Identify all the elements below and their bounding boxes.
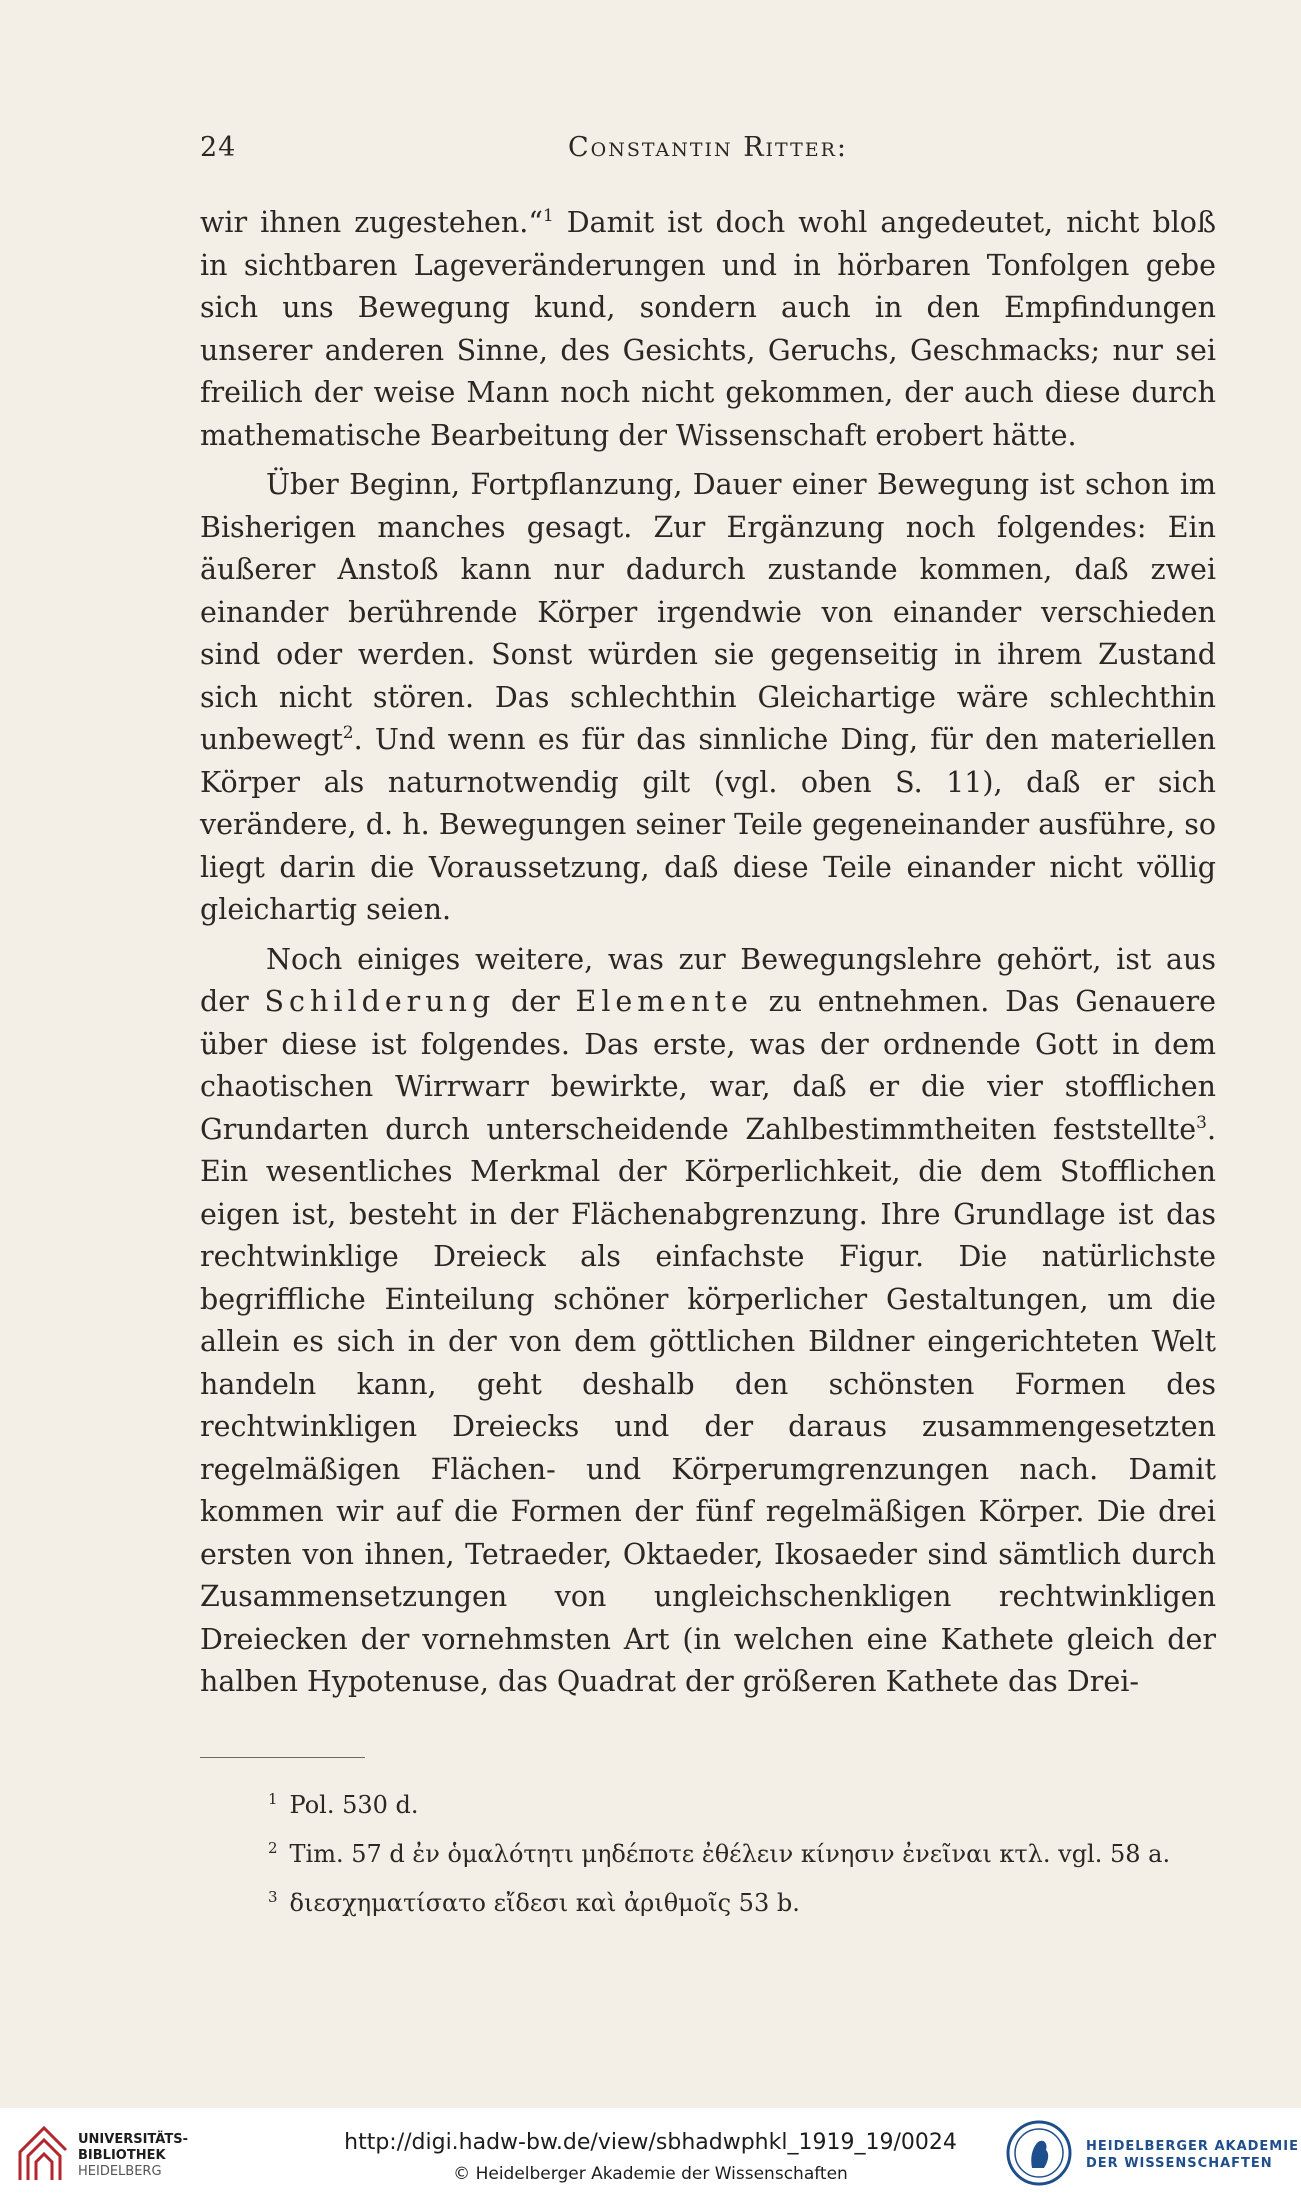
footnote-text: Pol. 530 d. xyxy=(289,1791,419,1819)
page-number: 24 xyxy=(200,132,237,163)
hadw-name xyxy=(1086,2138,1299,2172)
footnote-mark: 2 xyxy=(268,1839,278,1857)
footnote-mark: 1 xyxy=(268,1790,278,1808)
ub-line: UNIVERSITÄTS- xyxy=(78,2132,188,2147)
page-header xyxy=(200,132,1216,168)
footnote-divider xyxy=(200,1757,365,1758)
ub-line: HEIDELBERG xyxy=(78,2164,162,2179)
text-run: Noch einiges weitere, was zur Bewegungslehre gehört, ist aus der xyxy=(200,942,1216,1018)
text-run: Über Beginn, Fortpflanzung, Dauer einer Bewegung ist schon im Bisherigen manches gesagt. Zur Ergänzung noch folgendes: Ein äußerer Anstoß kann nur dadurch zustande kommen, daß zwei einander berührende Körper irgendwie von einander verschieden sind oder werden. Sonst würden sie gegenseitig in ihrem Zustand sich nicht stören. Das schlechthin Gleichartige wäre schlechthin unbewegt xyxy=(200,468,1216,756)
hadw-seal-icon[interactable] xyxy=(1004,2118,1074,2188)
permalink-url[interactable]: http://digi.hadw-bw.de/view/sbhadwphkl_1919_19/0024 xyxy=(344,2130,957,2155)
bottom-bar xyxy=(0,2108,1301,2200)
text-run: . Und wenn es für das sinnliche Ding, für den materiellen Körper als naturnotwendig gilt (vgl. oben S. 11), daß er sich verändere, d. h. Bewegungen seiner Teile gegeneinander ausführe, so liegt darin die Voraussetzung, daß diese Teile einander nicht völlig gleichartig seien. xyxy=(200,723,1216,926)
text-run: Damit ist doch wohl angedeutet, nicht bloß in sichtbaren Lageveränderungen und in hörbaren Tonfolgen gebe sich uns Bewegung kund, sondern auch in den Empfindungen unserer anderen Sinne, des Gesichts, Geruchs, Geschmacks; nur sei freilich der weise Mann noch nicht gekommen, der auch diese durch mathematische Bearbeitung der Wissenschaft erobert hätte. xyxy=(200,206,1216,452)
copyright-notice: © Heidelberger Akademie der Wissenschaften xyxy=(453,2164,848,2184)
ub-line: BIBLIOTHEK xyxy=(78,2148,166,2163)
text-run: zu entnehmen. Das Genauere über diese ist folgendes. Das erste, was der ordnende Gott in dem chaotischen Wirrwarr bewirkte, war, daß er die vier stofflichen Grundarten durch unterscheidende Zahlbestimmtheiten feststellte xyxy=(200,985,1216,1146)
text-run: . Ein wesentliches Merkmal der Körperlichkeit, die dem Stofflichen eigen ist, besteht in der Flächenabgrenzung. Ihre Grundlage ist das rechtwinklige Dreieck als einfachste Figur. Die natürlichste begriffliche Einteilung schöner körperlicher Gestaltungen, um die allein es sich in der von dem göttlichen Bildner eingerichteten Welt handeln kann, geht deshalb den schönsten Formen des rechtwinkligen Dreiecks und der daraus zusammengesetzten regelmäßigen Flächen- und Körperumgrenzungen nach. Damit kommen wir auf die Formen der fünf regelmäßigen Körper. Die drei ersten von ihnen, Tetraeder, Oktaeder, Ikosaeder sind sämtlich durch Zusammensetzungen von ungleichschenkligen rechtwinkligen Dreiecken der vornehmsten Art (in welchen eine Kathete gleich der halben Hypotenuse, das Quadrat der größeren Kathete das Drei- xyxy=(200,1112,1216,1698)
footnote-mark: 3 xyxy=(268,1888,278,1906)
running-head: Constantin Ritter: xyxy=(567,132,849,163)
footnote-2 xyxy=(268,1827,1218,1876)
paragraph-3 xyxy=(200,939,1216,1704)
footnote-3 xyxy=(268,1876,1218,1925)
paragraph-1 xyxy=(200,202,1216,457)
hadw-line: HEIDELBERGER AKADEMIE xyxy=(1086,2139,1299,2154)
footnote-text: διεσχηματίσατο εἴδεσι καὶ ἀριθμοῖς 53 b. xyxy=(289,1889,800,1917)
spaced-emphasis: Elemente xyxy=(575,985,753,1018)
footnote-text: Tim. 57 d ἐν ὁμαλότητι μηδέποτε ἐθέλειν κίνησιν ἐνεῖναι κτλ. vgl. 58 a. xyxy=(289,1840,1171,1868)
text-run: wir ihnen zugestehen.“ xyxy=(200,206,543,239)
footnotes xyxy=(268,1778,1218,1925)
spaced-emphasis: Schilderung xyxy=(264,985,496,1018)
body-text xyxy=(200,202,1216,1704)
footnote-ref-3: 3 xyxy=(1196,1112,1207,1133)
hadw-line: DER WISSENSCHAFTEN xyxy=(1086,2156,1273,2171)
footnote-ref-1: 1 xyxy=(542,206,554,226)
footnote-1 xyxy=(268,1778,1218,1827)
footnote-ref-2: 2 xyxy=(342,723,354,743)
paragraph-2 xyxy=(200,464,1216,932)
text-run: der xyxy=(495,985,576,1018)
